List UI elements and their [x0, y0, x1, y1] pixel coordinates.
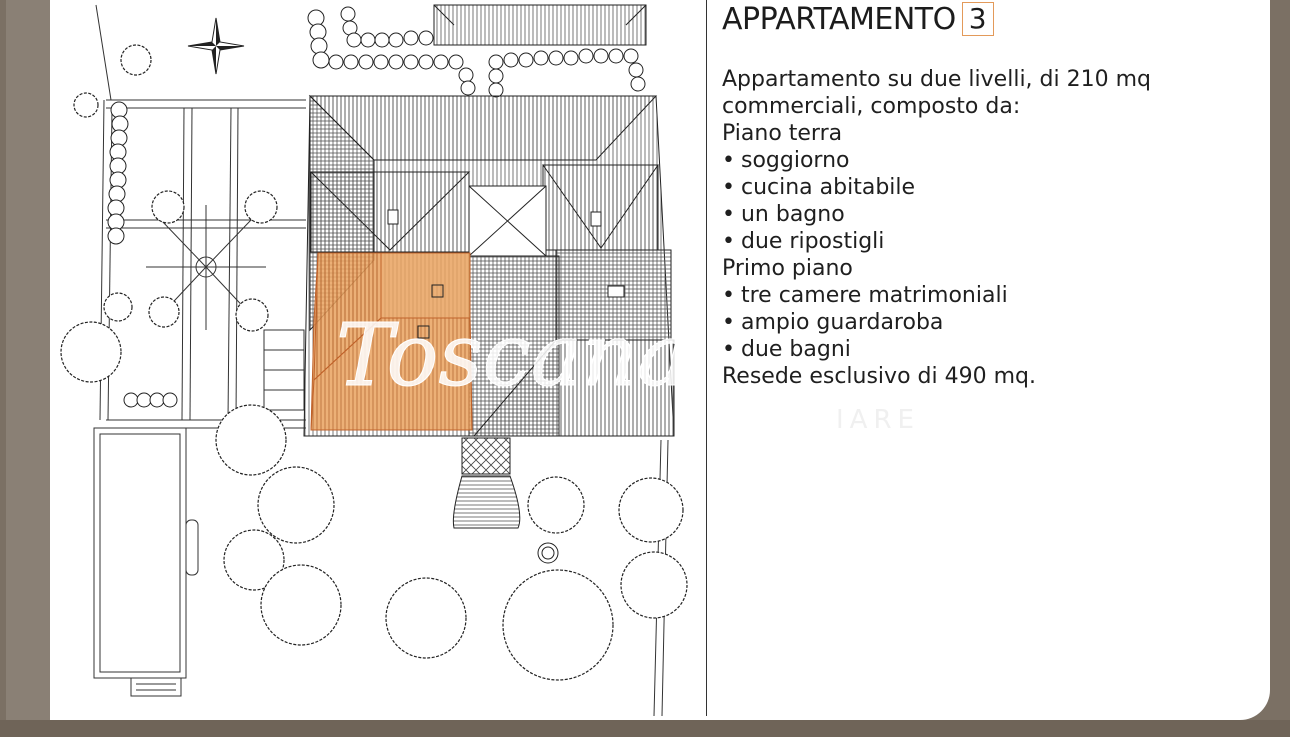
list-item: • tre camere matrimoniali — [722, 282, 1262, 309]
description-line: commerciali, composto da: — [722, 94, 1021, 119]
apartment-3-highlight — [311, 253, 472, 430]
description-text — [722, 66, 1262, 390]
exclusive-area-text: Resede esclusivo di 490 mq. — [722, 364, 1036, 389]
site-plan — [56, 0, 707, 716]
list-item: • cucina abitabile — [722, 174, 1262, 201]
description-line: Appartamento su due livelli, di 210 mq — [722, 67, 1151, 92]
brochure-page — [6, 0, 1270, 720]
watermark-script: Toscana — [336, 306, 689, 406]
page-title: APPARTAMENTO — [722, 1, 956, 37]
ground-floor-heading: Piano terra — [722, 121, 843, 146]
description-panel — [722, 0, 1262, 700]
first-floor-heading: Primo piano — [722, 256, 853, 281]
list-item: • un bagno — [722, 201, 1262, 228]
watermark-subtitle: IARE — [836, 405, 920, 435]
apartment-number-badge: 3 — [962, 2, 994, 36]
list-item: • due bagni — [722, 336, 1262, 363]
page-margin — [6, 0, 50, 720]
list-item: • soggiorno — [722, 147, 1262, 174]
list-item: • due ripostigli — [722, 228, 1262, 255]
compass-rose-icon — [188, 18, 244, 74]
list-item: • ampio guardaroba — [722, 309, 1262, 336]
entrance-steps — [453, 438, 519, 528]
page-bottom-band — [0, 720, 1290, 737]
outbuilding-roof — [434, 5, 646, 45]
title-row — [722, 0, 1262, 38]
